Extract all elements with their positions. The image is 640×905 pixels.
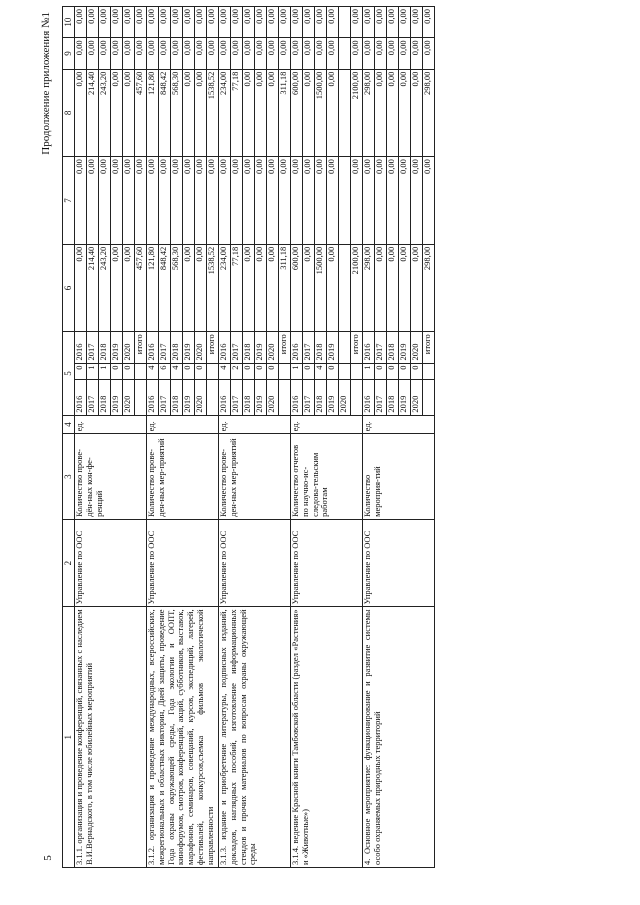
finance-year: 2020 (411, 332, 423, 363)
amount-c10: 0,00 (99, 7, 111, 38)
amount-c6: 848,42 (159, 244, 171, 332)
executor: Управление по ООС (147, 519, 219, 607)
total-c7: 0,00 (423, 157, 435, 245)
indicator-value: 0 (375, 363, 387, 380)
total-c6: 298,00 (423, 244, 435, 332)
amount-c9: 0,00 (255, 38, 267, 69)
amount-c7: 0,00 (123, 157, 135, 245)
amount-c7: 0,00 (75, 157, 87, 245)
total-c10: 0,00 (279, 7, 291, 38)
amount-c10: 0,00 (387, 7, 399, 38)
amount-c8: 0,00 (255, 69, 267, 157)
amount-c6: 0,00 (195, 244, 207, 332)
indicator-value: 4 (315, 363, 327, 380)
indicator-year: 2020 (411, 380, 423, 415)
total-label: итого (135, 332, 147, 363)
amount-c6: 0,00 (399, 244, 411, 332)
indicator-value: 4 (171, 363, 183, 380)
indicator-year: 2017 (303, 380, 315, 415)
total-c9: 0,00 (207, 38, 219, 69)
total-c7: 0,00 (135, 157, 147, 245)
indicator-value: 0 (399, 363, 411, 380)
indicator-year: 2017 (231, 380, 243, 415)
amount-c7: 0,00 (327, 157, 339, 245)
amount-c8: 0,00 (111, 69, 123, 157)
amount-c10: 0,00 (195, 7, 207, 38)
program-table (62, 6, 435, 868)
indicator-value: 1 (363, 363, 375, 380)
total-c9: 0,00 (351, 38, 363, 69)
amount-c6: 0,00 (303, 244, 315, 332)
amount-c10: 0,00 (303, 7, 315, 38)
indicator-name: Количество прове-дён-ных кон-фе-ренций (75, 434, 147, 519)
amount-c10: 0,00 (375, 7, 387, 38)
indicator-value: 0 (111, 363, 123, 380)
amount-c6: 0,00 (75, 244, 87, 332)
amount-c10 (339, 7, 351, 38)
total-label: итого (279, 332, 291, 363)
appendix-label: Продолжение приложения №1 (40, 12, 52, 155)
amount-c8: 214,40 (87, 69, 99, 157)
amount-c8: 0,00 (327, 69, 339, 157)
amount-c7: 0,00 (315, 157, 327, 245)
amount-c10: 0,00 (399, 7, 411, 38)
amount-c8: 0,00 (195, 69, 207, 157)
total-c9: 0,00 (279, 38, 291, 69)
table-row (147, 7, 159, 868)
amount-c10: 0,00 (267, 7, 279, 38)
amount-c10: 0,00 (231, 7, 243, 38)
measure-name: 3.1.3. издание и приобретение литературы, подписных изданий, докладов, наглядных пособий, изготовление информационных стендов и прочих материалов по вопросам охраны окружающей среды (219, 607, 291, 868)
amount-c9: 0,00 (123, 38, 135, 69)
indicator-year: 2017 (87, 380, 99, 415)
amount-c8: 568,30 (171, 69, 183, 157)
indicator-value: 4 (147, 363, 159, 380)
finance-year: 2020 (195, 332, 207, 363)
amount-c9: 0,00 (327, 38, 339, 69)
amount-c10: 0,00 (75, 7, 87, 38)
amount-c6: 1500,00 (315, 244, 327, 332)
indicator-year: 2018 (315, 380, 327, 415)
col-number: 1 (63, 607, 75, 868)
total-c8: 311,18 (279, 69, 291, 157)
column-number-row (63, 7, 75, 868)
indicator-year: 2020 (339, 380, 351, 415)
indicator-value: 1 (87, 363, 99, 380)
unit: ед. (75, 415, 147, 434)
indicator-value: 0 (267, 363, 279, 380)
unit: ед. (219, 415, 291, 434)
amount-c7: 0,00 (387, 157, 399, 245)
col-number: 4 (63, 415, 75, 434)
total-c10: 0,00 (207, 7, 219, 38)
amount-c8: 77,18 (231, 69, 243, 157)
executor: Управление по ООС (363, 519, 435, 607)
col-number: 2 (63, 519, 75, 607)
executor: Управление по ООС (75, 519, 147, 607)
amount-c7: 0,00 (147, 157, 159, 245)
amount-c9: 0,00 (99, 38, 111, 69)
indicator-value: 1 (99, 363, 111, 380)
amount-c10: 0,00 (363, 7, 375, 38)
col-number: 9 (63, 38, 75, 69)
amount-c6: 600,00 (291, 244, 303, 332)
amount-c9: 0,00 (315, 38, 327, 69)
finance-year: 2017 (303, 332, 315, 363)
amount-c7: 0,00 (87, 157, 99, 245)
finance-year: 2016 (75, 332, 87, 363)
amount-c6: 214,40 (87, 244, 99, 332)
amount-c7: 0,00 (243, 157, 255, 245)
amount-c7: 0,00 (171, 157, 183, 245)
amount-c8: 121,80 (147, 69, 159, 157)
unit: ед. (291, 415, 363, 434)
indicator-year: 2016 (291, 380, 303, 415)
table-row (219, 7, 231, 868)
amount-c7: 0,00 (219, 157, 231, 245)
amount-c7 (339, 157, 351, 245)
finance-year: 2018 (171, 332, 183, 363)
amount-c9: 0,00 (75, 38, 87, 69)
amount-c9: 0,00 (267, 38, 279, 69)
total-label: итого (207, 332, 219, 363)
amount-c10: 0,00 (315, 7, 327, 38)
indicator-year: 2016 (363, 380, 375, 415)
total-label: итого (351, 332, 363, 363)
indicator-value: 0 (243, 363, 255, 380)
col-number: 3 (63, 434, 75, 519)
empty-cell (351, 380, 363, 415)
amount-c10: 0,00 (183, 7, 195, 38)
amount-c10: 0,00 (171, 7, 183, 38)
amount-c7: 0,00 (399, 157, 411, 245)
indicator-year: 2018 (387, 380, 399, 415)
amount-c6: 0,00 (183, 244, 195, 332)
total-label: итого (423, 332, 435, 363)
amount-c8: 0,00 (75, 69, 87, 157)
total-c10: 0,00 (351, 7, 363, 38)
indicator-value: 0 (183, 363, 195, 380)
col-number: 8 (63, 69, 75, 157)
amount-c9: 0,00 (411, 38, 423, 69)
amount-c7: 0,00 (195, 157, 207, 245)
finance-year: 2017 (375, 332, 387, 363)
amount-c9: 0,00 (363, 38, 375, 69)
finance-year: 2018 (243, 332, 255, 363)
total-c8: 1538,52 (207, 69, 219, 157)
indicator-value: 0 (123, 363, 135, 380)
finance-year: 2019 (111, 332, 123, 363)
indicator-year: 2018 (171, 380, 183, 415)
empty-cell (423, 363, 435, 380)
finance-year: 2019 (255, 332, 267, 363)
amount-c6: 298,00 (363, 244, 375, 332)
amount-c9: 0,00 (231, 38, 243, 69)
amount-c8: 0,00 (375, 69, 387, 157)
total-c10: 0,00 (423, 7, 435, 38)
total-c8: 298,00 (423, 69, 435, 157)
indicator-year: 2019 (327, 380, 339, 415)
total-c8: 2100,00 (351, 69, 363, 157)
amount-c10: 0,00 (147, 7, 159, 38)
amount-c6: 234,00 (219, 244, 231, 332)
empty-cell (207, 363, 219, 380)
indicator-year: 2020 (195, 380, 207, 415)
amount-c9: 0,00 (159, 38, 171, 69)
executor: Управление по ООС (291, 519, 363, 607)
amount-c8: 234,00 (219, 69, 231, 157)
indicator-value: 2 (231, 363, 243, 380)
finance-year: 2018 (99, 332, 111, 363)
amount-c6: 0,00 (375, 244, 387, 332)
amount-c8: 243,20 (99, 69, 111, 157)
amount-c8: 600,00 (291, 69, 303, 157)
amount-c7: 0,00 (411, 157, 423, 245)
empty-cell (279, 380, 291, 415)
total-c10: 0,00 (135, 7, 147, 38)
col-number: 10 (63, 7, 75, 38)
amount-c6: 0,00 (267, 244, 279, 332)
finance-year: 2019 (183, 332, 195, 363)
indicator-year: 2016 (219, 380, 231, 415)
table-row (75, 7, 87, 868)
document-page (40, 6, 470, 868)
finance-year: 2019 (399, 332, 411, 363)
total-c6: 457,60 (135, 244, 147, 332)
amount-c9: 0,00 (147, 38, 159, 69)
amount-c6: 0,00 (111, 244, 123, 332)
finance-year: 2020 (123, 332, 135, 363)
finance-year: 2017 (231, 332, 243, 363)
amount-c8: 298,00 (363, 69, 375, 157)
amount-c8: 0,00 (267, 69, 279, 157)
indicator-year: 2019 (111, 380, 123, 415)
amount-c7: 0,00 (303, 157, 315, 245)
total-c6: 1538,52 (207, 244, 219, 332)
amount-c9: 0,00 (183, 38, 195, 69)
amount-c9: 0,00 (219, 38, 231, 69)
amount-c7: 0,00 (291, 157, 303, 245)
amount-c9: 0,00 (195, 38, 207, 69)
unit: ед. (147, 415, 219, 434)
indicator-year: 2019 (183, 380, 195, 415)
amount-c8: 0,00 (303, 69, 315, 157)
amount-c7: 0,00 (99, 157, 111, 245)
unit: ед. (363, 415, 435, 434)
amount-c8: 0,00 (399, 69, 411, 157)
amount-c9: 0,00 (171, 38, 183, 69)
amount-c10: 0,00 (243, 7, 255, 38)
finance-year (339, 332, 351, 363)
amount-c6: 0,00 (387, 244, 399, 332)
amount-c6: 121,80 (147, 244, 159, 332)
measure-name: 3.1.2. организация и проведение международных, всероссийских, межрегиональных и областных викторин, Дней защиты, проведение Года охраны окружающей среды, Года экологии и ООПТ, кинофорумов, смотров, конференций, акций, субботников, выставок, марафонов, семинаров, совещаний, курсов, экспедиций, лагерей, фестивалей, конкурсов,съемка фильмов экологической направленности (147, 607, 219, 868)
indicator-name: Количество отчетов по научно-ис-следова-тельским работам (291, 434, 363, 519)
amount-c9: 0,00 (243, 38, 255, 69)
amount-c10: 0,00 (327, 7, 339, 38)
table-row (363, 7, 375, 868)
finance-year: 2016 (219, 332, 231, 363)
amount-c7: 0,00 (255, 157, 267, 245)
indicator-year: 2019 (255, 380, 267, 415)
indicator-year: 2018 (243, 380, 255, 415)
measure-name: 4. Основное мероприятие: функционирование и развитие системы особо охраняемых природных территорий (363, 607, 435, 868)
amount-c9: 0,00 (387, 38, 399, 69)
indicator-value: 0 (75, 363, 87, 380)
finance-year: 2017 (87, 332, 99, 363)
indicator-name: Количество прове-ден-ных мер-приятий (147, 434, 219, 519)
empty-cell (135, 380, 147, 415)
amount-c9: 0,00 (87, 38, 99, 69)
indicator-year: 2019 (399, 380, 411, 415)
finance-year: 2020 (267, 332, 279, 363)
empty-cell (207, 380, 219, 415)
amount-c6: 0,00 (243, 244, 255, 332)
amount-c9: 0,00 (399, 38, 411, 69)
indicator-name: Количество прове-ден-ных мер-приятий (219, 434, 291, 519)
total-c6: 2100,00 (351, 244, 363, 332)
amount-c6: 0,00 (411, 244, 423, 332)
total-c7: 0,00 (207, 157, 219, 245)
indicator-value: 4 (219, 363, 231, 380)
finance-year: 2018 (315, 332, 327, 363)
indicator-value: 0 (303, 363, 315, 380)
amount-c8: 0,00 (123, 69, 135, 157)
indicator-value: 0 (255, 363, 267, 380)
page-number: 5 (42, 855, 54, 861)
amount-c7: 0,00 (159, 157, 171, 245)
amount-c8: 0,00 (243, 69, 255, 157)
indicator-year: 2018 (99, 380, 111, 415)
amount-c7: 0,00 (111, 157, 123, 245)
amount-c6 (339, 244, 351, 332)
amount-c6: 77,18 (231, 244, 243, 332)
amount-c9: 0,00 (303, 38, 315, 69)
amount-c6: 243,20 (99, 244, 111, 332)
empty-cell (279, 363, 291, 380)
indicator-value: 6 (159, 363, 171, 380)
amount-c9: 0,00 (291, 38, 303, 69)
indicator-year: 2017 (375, 380, 387, 415)
executor: Управление по ООС (219, 519, 291, 607)
amount-c7: 0,00 (267, 157, 279, 245)
indicator-value: 1 (291, 363, 303, 380)
indicator-value: 0 (195, 363, 207, 380)
amount-c10: 0,00 (111, 7, 123, 38)
amount-c10: 0,00 (411, 7, 423, 38)
finance-year: 2016 (291, 332, 303, 363)
amount-c6: 0,00 (255, 244, 267, 332)
indicator-value (339, 363, 351, 380)
amount-c10: 0,00 (219, 7, 231, 38)
col-number: 7 (63, 157, 75, 245)
total-c8: 457,60 (135, 69, 147, 157)
amount-c8: 0,00 (183, 69, 195, 157)
amount-c7: 0,00 (363, 157, 375, 245)
amount-c7: 0,00 (231, 157, 243, 245)
indicator-year: 2016 (75, 380, 87, 415)
indicator-year: 2017 (159, 380, 171, 415)
total-c7: 0,00 (279, 157, 291, 245)
total-c6: 311,18 (279, 244, 291, 332)
amount-c6: 568,30 (171, 244, 183, 332)
table-row (291, 7, 303, 868)
total-c9: 0,00 (423, 38, 435, 69)
total-c9: 0,00 (135, 38, 147, 69)
finance-year: 2017 (159, 332, 171, 363)
measure-name: 3.1.1. организация и проведение конференций, связанных с наследием В.И.Вернадского, в том числе юбилейных мероприятий (75, 607, 147, 868)
amount-c8: 848,42 (159, 69, 171, 157)
amount-c10: 0,00 (123, 7, 135, 38)
amount-c8: 0,00 (387, 69, 399, 157)
indicator-value: 0 (387, 363, 399, 380)
amount-c9 (339, 38, 351, 69)
amount-c9: 0,00 (375, 38, 387, 69)
empty-cell (135, 363, 147, 380)
total-c7: 0,00 (351, 157, 363, 245)
amount-c7: 0,00 (375, 157, 387, 245)
col-number: 5 (63, 332, 75, 415)
amount-c6: 0,00 (327, 244, 339, 332)
amount-c10: 0,00 (159, 7, 171, 38)
amount-c8: 0,00 (411, 69, 423, 157)
indicator-value: 0 (327, 363, 339, 380)
finance-year: 2016 (363, 332, 375, 363)
finance-year: 2018 (387, 332, 399, 363)
indicator-year: 2016 (147, 380, 159, 415)
amount-c8: 1500,00 (315, 69, 327, 157)
amount-c9: 0,00 (111, 38, 123, 69)
finance-year: 2016 (147, 332, 159, 363)
amount-c10: 0,00 (291, 7, 303, 38)
amount-c7: 0,00 (183, 157, 195, 245)
empty-cell (423, 380, 435, 415)
amount-c10: 0,00 (255, 7, 267, 38)
finance-year: 2019 (327, 332, 339, 363)
indicator-year: 2020 (123, 380, 135, 415)
indicator-value: 0 (411, 363, 423, 380)
amount-c10: 0,00 (87, 7, 99, 38)
col-number: 6 (63, 244, 75, 332)
amount-c6: 0,00 (123, 244, 135, 332)
measure-name: 3.1.4. ведение Красной книги Тамбовской области (раздел «Растения» и «Животные») (291, 607, 363, 868)
indicator-name: Количество мероприя-тий (363, 434, 435, 519)
amount-c8 (339, 69, 351, 157)
empty-cell (351, 363, 363, 380)
indicator-year: 2020 (267, 380, 279, 415)
